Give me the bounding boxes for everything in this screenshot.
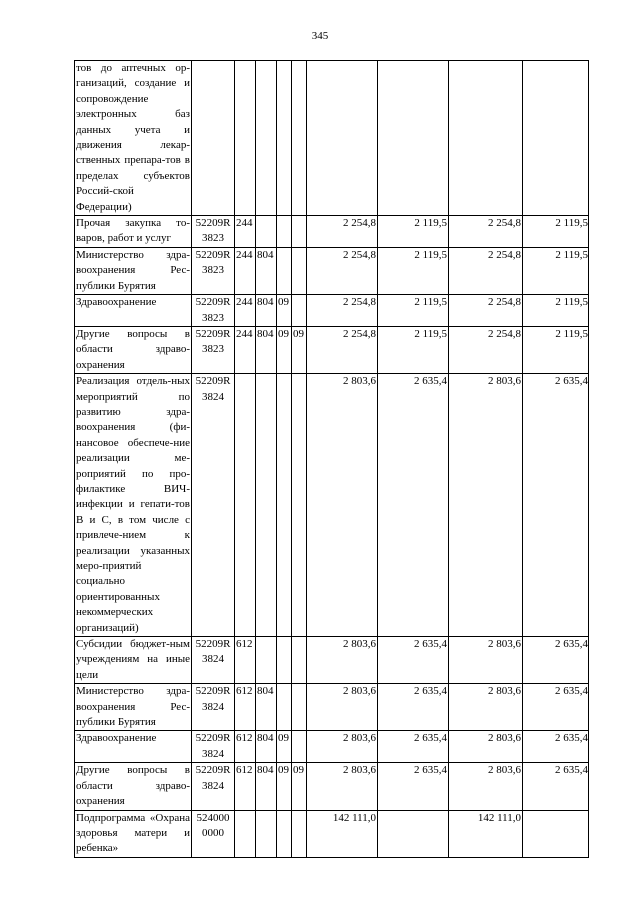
administrator-code [256,810,277,857]
target-article-code: 52209R 3824 [192,374,235,637]
target-article-code [192,61,235,216]
row-name: тов до аптечных ор-ганизаций, создание и сопровождение электронных баз данных учета и движения лекар-ственных препара-тов в пределах субъектов Россий-ской Федерации) [75,61,192,216]
target-article-code: 52209R 3824 [192,637,235,684]
table-row [75,216,589,248]
target-article-code: 52209R 3824 [192,684,235,731]
section-code: 09 [277,295,292,327]
amount-col-1 [307,61,378,216]
amount-col-2: 2 119,5 [378,295,449,327]
amount-col-2: 2 635,4 [378,731,449,763]
expense-type-code: 244 [235,216,256,248]
row-name: Подпрограмма «Охрана здоровья матери и ребенка» [75,810,192,857]
administrator-code: 804 [256,731,277,763]
section-code: 09 [277,326,292,373]
expense-type-code: 244 [235,247,256,294]
row-name: Субсидии бюджет-ным учреждениям на иные цели [75,637,192,684]
row-name: Прочая закупка то-варов, работ и услуг [75,216,192,248]
subsection-code: 09 [292,763,307,810]
expense-type-code: 612 [235,637,256,684]
expense-type-code: 244 [235,326,256,373]
amount-col-2: 2 635,4 [378,637,449,684]
administrator-code [256,374,277,637]
amount-col-4: 2 635,4 [523,731,589,763]
row-name: Здравоохранение [75,731,192,763]
subsection-code [292,374,307,637]
table-row [75,637,589,684]
administrator-code: 804 [256,295,277,327]
section-code [277,684,292,731]
target-article-code: 52209R 3824 [192,731,235,763]
section-code [277,810,292,857]
expense-type-code [235,61,256,216]
amount-col-3: 2 803,6 [449,684,523,731]
expense-type-code: 612 [235,731,256,763]
target-article-code: 52209R 3823 [192,247,235,294]
table-row [75,810,589,857]
amount-col-1: 2 254,8 [307,247,378,294]
target-article-code: 52209R 3823 [192,216,235,248]
amount-col-4: 2 635,4 [523,684,589,731]
section-code [277,216,292,248]
table-row [75,374,589,637]
subsection-code [292,247,307,294]
amount-col-1: 2 803,6 [307,637,378,684]
amount-col-3: 2 254,8 [449,295,523,327]
section-code: 09 [277,763,292,810]
target-article-code: 52209R 3824 [192,763,235,810]
amount-col-2: 2 119,5 [378,326,449,373]
amount-col-4: 2 119,5 [523,216,589,248]
amount-col-2 [378,61,449,216]
table-row [75,326,589,373]
expense-type-code [235,810,256,857]
administrator-code: 804 [256,763,277,810]
subsection-code [292,216,307,248]
budget-table [74,60,589,858]
amount-col-3: 2 803,6 [449,763,523,810]
amount-col-1: 142 111,0 [307,810,378,857]
subsection-code: 09 [292,326,307,373]
administrator-code [256,637,277,684]
amount-col-3: 2 254,8 [449,247,523,294]
subsection-code [292,810,307,857]
expense-type-code: 612 [235,763,256,810]
subsection-code [292,731,307,763]
section-code [277,374,292,637]
amount-col-4: 2 635,4 [523,374,589,637]
subsection-code [292,637,307,684]
table-row [75,247,589,294]
expense-type-code: 244 [235,295,256,327]
amount-col-1: 2 803,6 [307,763,378,810]
amount-col-4: 2 635,4 [523,637,589,684]
administrator-code: 804 [256,684,277,731]
amount-col-4: 2 119,5 [523,326,589,373]
administrator-code: 804 [256,247,277,294]
amount-col-1: 2 803,6 [307,374,378,637]
amount-col-4 [523,61,589,216]
amount-col-2: 2 119,5 [378,247,449,294]
amount-col-3: 2 803,6 [449,731,523,763]
table-row [75,763,589,810]
expense-type-code: 612 [235,684,256,731]
amount-col-3: 142 111,0 [449,810,523,857]
row-name: Реализация отдель-ных мероприятий по развитию здра-воохранения (фи-нансовое обеспече-ние реализации ме-роприятий по про-филактике ВИЧ-инфекции и гепати-тов В и С, в том числе с привлече-нием к реализации указанных меро-приятий социально ориентированных некоммерческих организаций) [75,374,192,637]
subsection-code [292,61,307,216]
amount-col-4 [523,810,589,857]
section-code [277,61,292,216]
administrator-code [256,61,277,216]
amount-col-1: 2 803,6 [307,731,378,763]
amount-col-2: 2 635,4 [378,684,449,731]
row-name: Здравоохранение [75,295,192,327]
amount-col-4: 2 119,5 [523,295,589,327]
amount-col-2 [378,810,449,857]
section-code [277,637,292,684]
expense-type-code [235,374,256,637]
amount-col-1: 2 254,8 [307,295,378,327]
amount-col-3: 2 254,8 [449,216,523,248]
section-code [277,247,292,294]
amount-col-2: 2 635,4 [378,374,449,637]
row-name: Министерство здра-воохранения Рес-публики Бурятия [75,684,192,731]
amount-col-4: 2 119,5 [523,247,589,294]
target-article-code: 52209R 3823 [192,295,235,327]
row-name: Другие вопросы в области здраво-охранения [75,326,192,373]
amount-col-2: 2 635,4 [378,763,449,810]
amount-col-3: 2 803,6 [449,374,523,637]
target-article-code: 524000 0000 [192,810,235,857]
table-row [75,684,589,731]
amount-col-3: 2 803,6 [449,637,523,684]
page-number: 345 [311,30,329,42]
administrator-code: 804 [256,326,277,373]
amount-col-3 [449,61,523,216]
administrator-code [256,216,277,248]
amount-col-4: 2 635,4 [523,763,589,810]
table-row [75,295,589,327]
subsection-code [292,684,307,731]
amount-col-3: 2 254,8 [449,326,523,373]
table-row [75,61,589,216]
amount-col-1: 2 803,6 [307,684,378,731]
subsection-code [292,295,307,327]
row-name: Другие вопросы в области здраво-охранения [75,763,192,810]
section-code: 09 [277,731,292,763]
amount-col-2: 2 119,5 [378,216,449,248]
amount-col-1: 2 254,8 [307,216,378,248]
amount-col-1: 2 254,8 [307,326,378,373]
row-name: Министерство здра-воохранения Рес-публики Бурятия [75,247,192,294]
target-article-code: 52209R 3823 [192,326,235,373]
table-row [75,731,589,763]
